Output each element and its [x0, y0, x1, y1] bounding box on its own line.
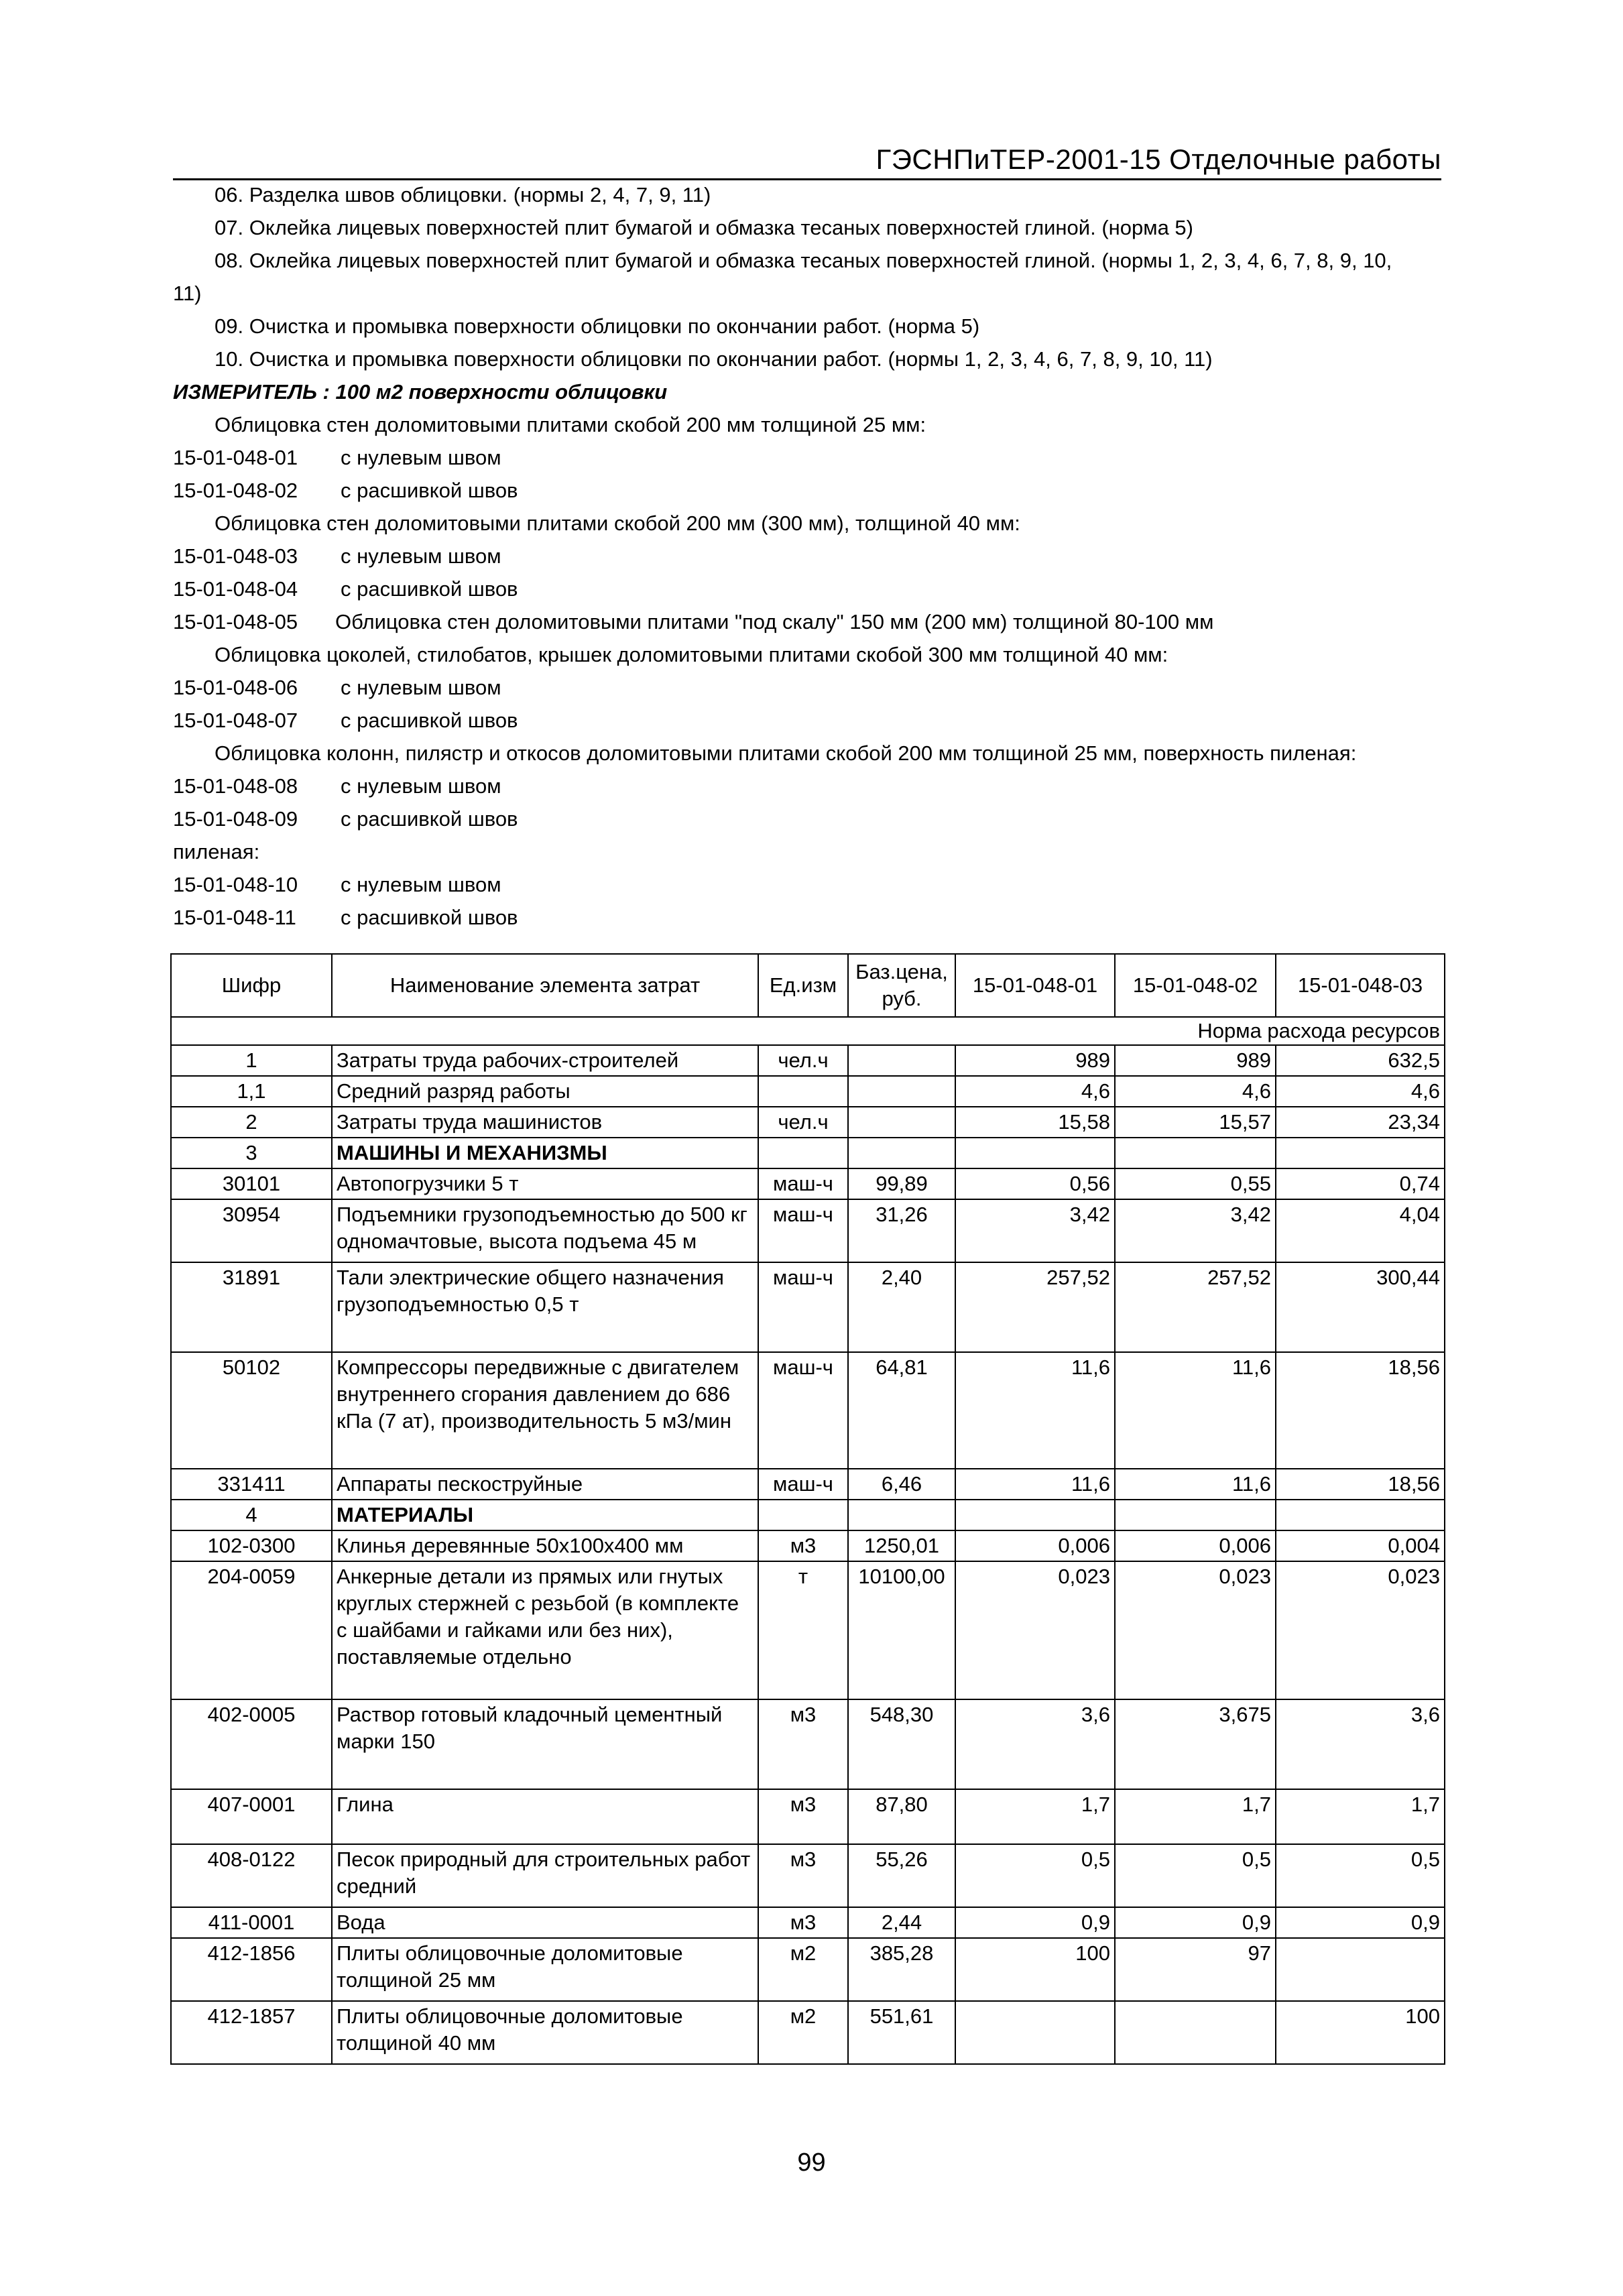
cell-name: Компрессоры передвижные с двигателем внутреннего сгорания давлением до 686 кПа (7 ат), производительность 5 м3/мин: [332, 1352, 758, 1469]
cell-value-02: 0,006: [1115, 1530, 1276, 1561]
norm-text: с расшивкой швов: [341, 906, 518, 929]
cell-code: 204-0059: [171, 1561, 332, 1699]
cell-unit: маш-ч: [758, 1168, 848, 1199]
column-header: Шифр: [171, 954, 332, 1017]
norm-text: с расшивкой швов: [341, 807, 518, 831]
cell-value-02: 0,5: [1115, 1844, 1276, 1907]
cell-unit: маш-ч: [758, 1469, 848, 1500]
norm-text: с нулевым швом: [341, 676, 501, 699]
cell-code: 1,1: [171, 1076, 332, 1107]
cell-unit: чел.ч: [758, 1107, 848, 1138]
cell-unit: маш-ч: [758, 1352, 848, 1469]
group-title: Облицовка колонн, пилястр и откосов доломитовыми плитами скобой 200 мм толщиной 25 мм, поверхность пиленая:: [215, 741, 1357, 765]
cell-value-03: [1276, 1500, 1445, 1530]
cell-name: Глина: [332, 1789, 758, 1844]
norm-code: 15-01-048-06: [173, 676, 298, 699]
cell-name: Тали электрические общего назначения грузоподъемностью 0,5 т: [332, 1262, 758, 1352]
norm-text: с расшивкой швов: [341, 709, 518, 732]
cell-value-01: [955, 1138, 1115, 1168]
cell-value-01: [955, 1500, 1115, 1530]
norm-line: [173, 474, 1441, 507]
work-item: 09. Очистка и промывка поверхности облицовки по окончании работ. (норма 5): [215, 314, 980, 338]
cell-price: 87,80: [848, 1789, 955, 1844]
cell-value-02: 3,675: [1115, 1699, 1276, 1789]
table-row: [171, 1789, 1445, 1844]
cell-unit: [758, 1076, 848, 1107]
norm-text: с нулевым швом: [341, 544, 501, 568]
table-row: [171, 1352, 1445, 1469]
norm-line: [173, 671, 1441, 704]
cell-unit: м2: [758, 2001, 848, 2064]
cell-value-03: 18,56: [1276, 1469, 1445, 1500]
table-row: [171, 1045, 1445, 1076]
cell-value-01: 15,58: [955, 1107, 1115, 1138]
work-item: 07. Оклейка лицевых поверхностей плит бумагой и обмазка тесаных поверхностей глиной. (норма 5): [215, 216, 1193, 239]
cell-value-03: 1,7: [1276, 1789, 1445, 1844]
cell-code: 1: [171, 1045, 332, 1076]
cell-value-01: 989: [955, 1045, 1115, 1076]
cell-value-02: 989: [1115, 1045, 1276, 1076]
norm-line: [173, 868, 1441, 901]
cell-name: Раствор готовый кладочный цементный марки 150: [332, 1699, 758, 1789]
cell-value-03: 4,04: [1276, 1199, 1445, 1262]
cell-value-02: 0,9: [1115, 1907, 1276, 1938]
norm-label-row: [171, 1017, 1445, 1045]
cell-value-02: 257,52: [1115, 1262, 1276, 1352]
cell-name: Средний разряд работы: [332, 1076, 758, 1107]
cell-value-02: 11,6: [1115, 1352, 1276, 1469]
cell-price: 551,61: [848, 2001, 955, 2064]
table-row: [171, 1076, 1445, 1107]
cell-code: 402-0005: [171, 1699, 332, 1789]
cell-price: [848, 1045, 955, 1076]
cell-name: МАШИНЫ И МЕХАНИЗМЫ: [332, 1138, 758, 1168]
cell-code: 30954: [171, 1199, 332, 1262]
cell-code: 30101: [171, 1168, 332, 1199]
cell-unit: [758, 1138, 848, 1168]
group-title: пиленая:: [173, 840, 260, 863]
table-row: [171, 1469, 1445, 1500]
norm-code: 15-01-048-09: [173, 807, 298, 831]
group-title: Облицовка цоколей, стилобатов, крышек доломитовыми плитами скобой 300 мм толщиной 40 мм:: [215, 643, 1168, 666]
cell-price: [848, 1500, 955, 1530]
cell-code: 407-0001: [171, 1789, 332, 1844]
table-row: [171, 1561, 1445, 1699]
cell-value-03: 0,023: [1276, 1561, 1445, 1699]
work-item: 10. Очистка и промывка поверхности облицовки по окончании работ. (нормы 1, 2, 3, 4, 6, 7, 8, 9, 10, 11): [215, 347, 1213, 371]
column-header: 15-01-048-03: [1276, 954, 1445, 1017]
cell-value-03: 100: [1276, 2001, 1445, 2064]
cell-unit: м3: [758, 1699, 848, 1789]
norm-code: 15-01-048-11: [173, 906, 296, 929]
column-header: Наименование элемента затрат: [332, 954, 758, 1017]
cell-value-02: 3,42: [1115, 1199, 1276, 1262]
cell-value-01: 3,6: [955, 1699, 1115, 1789]
cell-value-03: 300,44: [1276, 1262, 1445, 1352]
cell-value-01: 0,9: [955, 1907, 1115, 1938]
column-header: Баз.цена, руб.: [848, 954, 955, 1017]
norm-code: 15-01-048-03: [173, 544, 298, 568]
norm-text: с нулевым швом: [341, 774, 501, 798]
cell-name: Плиты облицовочные доломитовые толщиной 40 мм: [332, 2001, 758, 2064]
cell-value-02: 11,6: [1115, 1469, 1276, 1500]
norm-line: [173, 605, 1441, 638]
cell-value-02: 15,57: [1115, 1107, 1276, 1138]
cell-unit: маш-ч: [758, 1199, 848, 1262]
cell-unit: маш-ч: [758, 1262, 848, 1352]
column-header: 15-01-048-01: [955, 954, 1115, 1017]
table-header-row: [171, 954, 1445, 1017]
cell-name: МАТЕРИАЛЫ: [332, 1500, 758, 1530]
cell-unit: м3: [758, 1789, 848, 1844]
table-row: [171, 1500, 1445, 1530]
cell-code: 50102: [171, 1352, 332, 1469]
table-row: [171, 1907, 1445, 1938]
work-item: 06. Разделка швов облицовки. (нормы 2, 4, 7, 9, 11): [215, 183, 711, 206]
cell-value-03: 4,6: [1276, 1076, 1445, 1107]
cell-value-03: [1276, 1938, 1445, 2001]
norm-code: 15-01-048-01: [173, 446, 298, 469]
cell-unit: чел.ч: [758, 1045, 848, 1076]
table-row: [171, 1699, 1445, 1789]
cell-code: 331411: [171, 1469, 332, 1500]
cell-price: 2,40: [848, 1262, 955, 1352]
cell-value-03: 0,74: [1276, 1168, 1445, 1199]
cell-value-03: 0,5: [1276, 1844, 1445, 1907]
cell-price: 10100,00: [848, 1561, 955, 1699]
resource-table: [170, 953, 1445, 2065]
cell-value-01: 0,023: [955, 1561, 1115, 1699]
cell-value-03: 632,5: [1276, 1045, 1445, 1076]
table-body: [171, 1045, 1445, 2064]
cell-unit: м3: [758, 1907, 848, 1938]
cell-code: 411-0001: [171, 1907, 332, 1938]
norm-line: [173, 704, 1441, 737]
norm-text: Облицовка стен доломитовыми плитами "под скалу" 150 мм (200 мм) толщиной 80-100 мм: [335, 610, 1214, 633]
norm-text: с расшивкой швов: [341, 577, 518, 601]
cell-value-01: [955, 2001, 1115, 2064]
norm-label: Норма расхода ресурсов: [171, 1017, 1445, 1045]
cell-code: 31891: [171, 1262, 332, 1352]
cell-value-02: [1115, 1500, 1276, 1530]
work-item-continuation: 11): [173, 282, 202, 305]
work-description: [173, 178, 1441, 934]
cell-value-01: 3,42: [955, 1199, 1115, 1262]
table-row: [171, 1530, 1445, 1561]
cell-value-01: 1,7: [955, 1789, 1115, 1844]
cell-code: 408-0122: [171, 1844, 332, 1907]
norm-line: [173, 441, 1441, 474]
cell-price: 548,30: [848, 1699, 955, 1789]
cell-value-02: [1115, 1138, 1276, 1168]
norm-code: 15-01-048-08: [173, 774, 298, 798]
norm-code: 15-01-048-04: [173, 577, 298, 601]
cell-unit: м3: [758, 1844, 848, 1907]
cell-name: Аппараты пескоструйные: [332, 1469, 758, 1500]
column-header: Ед.изм: [758, 954, 848, 1017]
norm-text: с нулевым швом: [341, 446, 501, 469]
cell-value-03: [1276, 1138, 1445, 1168]
norm-line: [173, 901, 1441, 934]
cell-value-03: 0,9: [1276, 1907, 1445, 1938]
norm-code: 15-01-048-05: [173, 610, 298, 633]
norm-code: 15-01-048-07: [173, 709, 298, 732]
cell-unit: м3: [758, 1530, 848, 1561]
norm-text: с расшивкой швов: [341, 479, 518, 502]
cell-value-03: 18,56: [1276, 1352, 1445, 1469]
cell-price: [848, 1138, 955, 1168]
cell-value-02: [1115, 2001, 1276, 2064]
cell-name: Автопогрузчики 5 т: [332, 1168, 758, 1199]
table-row: [171, 1199, 1445, 1262]
norm-line: [173, 770, 1441, 802]
cell-code: 412-1857: [171, 2001, 332, 2064]
cell-code: 102-0300: [171, 1530, 332, 1561]
cell-value-02: 1,7: [1115, 1789, 1276, 1844]
cell-unit: м2: [758, 1938, 848, 2001]
cell-price: 64,81: [848, 1352, 955, 1469]
table-row: [171, 2001, 1445, 2064]
cell-price: [848, 1107, 955, 1138]
cell-code: 2: [171, 1107, 332, 1138]
work-item: 08. Оклейка лицевых поверхностей плит бумагой и обмазка тесаных поверхностей глиной. (нормы 1, 2, 3, 4, 6, 7, 8, 9, 10,: [215, 249, 1392, 272]
cell-price: 55,26: [848, 1844, 955, 1907]
cell-value-01: 0,56: [955, 1168, 1115, 1199]
cell-name: Вода: [332, 1907, 758, 1938]
cell-name: Песок природный для строительных работ средний: [332, 1844, 758, 1907]
column-header: 15-01-048-02: [1115, 954, 1276, 1017]
norm-line: [173, 540, 1441, 572]
cell-value-01: 0,006: [955, 1530, 1115, 1561]
cell-price: 385,28: [848, 1938, 955, 2001]
table-row: [171, 1107, 1445, 1138]
cell-name: Клинья деревянные 50x100x400 мм: [332, 1530, 758, 1561]
header-title: ГЭСНПиТЕР-2001-15 Отделочные работы: [876, 143, 1441, 175]
group-title: Облицовка стен доломитовыми плитами скобой 200 мм (300 мм), толщиной 40 мм:: [215, 511, 1020, 535]
table-row: [171, 1844, 1445, 1907]
cell-code: 412-1856: [171, 1938, 332, 2001]
cell-name: Анкерные детали из прямых или гнутых круглых стержней с резьбой (в комплекте с шайбами и гайками или без них), поставляемые отдельно: [332, 1561, 758, 1699]
page-number: 99: [797, 2149, 826, 2177]
norm-line: [173, 802, 1441, 835]
cell-price: 2,44: [848, 1907, 955, 1938]
cell-value-01: 4,6: [955, 1076, 1115, 1107]
cell-value-03: 3,6: [1276, 1699, 1445, 1789]
cell-price: [848, 1076, 955, 1107]
norm-code: 15-01-048-10: [173, 873, 298, 896]
table-row: [171, 1262, 1445, 1352]
measure-unit: ИЗМЕРИТЕЛЬ : 100 м2 поверхности облицовки: [173, 380, 668, 404]
cell-value-01: 11,6: [955, 1352, 1115, 1469]
cell-price: 99,89: [848, 1168, 955, 1199]
table-row: [171, 1138, 1445, 1168]
cell-price: 6,46: [848, 1469, 955, 1500]
norm-text: с нулевым швом: [341, 873, 501, 896]
cell-name: Затраты труда рабочих-строителей: [332, 1045, 758, 1076]
cell-value-01: 100: [955, 1938, 1115, 2001]
cell-code: 4: [171, 1500, 332, 1530]
cell-value-01: 257,52: [955, 1262, 1115, 1352]
cell-value-02: 4,6: [1115, 1076, 1276, 1107]
table-row: [171, 1938, 1445, 2001]
cell-value-02: 0,023: [1115, 1561, 1276, 1699]
cell-unit: [758, 1500, 848, 1530]
table-row: [171, 1168, 1445, 1199]
cell-value-03: 23,34: [1276, 1107, 1445, 1138]
cell-code: 3: [171, 1138, 332, 1168]
norm-code: 15-01-048-02: [173, 479, 298, 502]
cell-price: 31,26: [848, 1199, 955, 1262]
cell-value-03: 0,004: [1276, 1530, 1445, 1561]
cell-name: Подъемники грузоподъемностью до 500 кг одномачтовые, высота подъема 45 м: [332, 1199, 758, 1262]
norm-line: [173, 572, 1441, 605]
cell-price: 1250,01: [848, 1530, 955, 1561]
group-title: Облицовка стен доломитовыми плитами скобой 200 мм толщиной 25 мм:: [215, 413, 926, 436]
cell-name: Затраты труда машинистов: [332, 1107, 758, 1138]
running-header: [173, 137, 1441, 180]
cell-unit: т: [758, 1561, 848, 1699]
cell-value-01: 11,6: [955, 1469, 1115, 1500]
cell-value-01: 0,5: [955, 1844, 1115, 1907]
cell-value-02: 97: [1115, 1938, 1276, 2001]
cell-value-02: 0,55: [1115, 1168, 1276, 1199]
cell-name: Плиты облицовочные доломитовые толщиной 25 мм: [332, 1938, 758, 2001]
